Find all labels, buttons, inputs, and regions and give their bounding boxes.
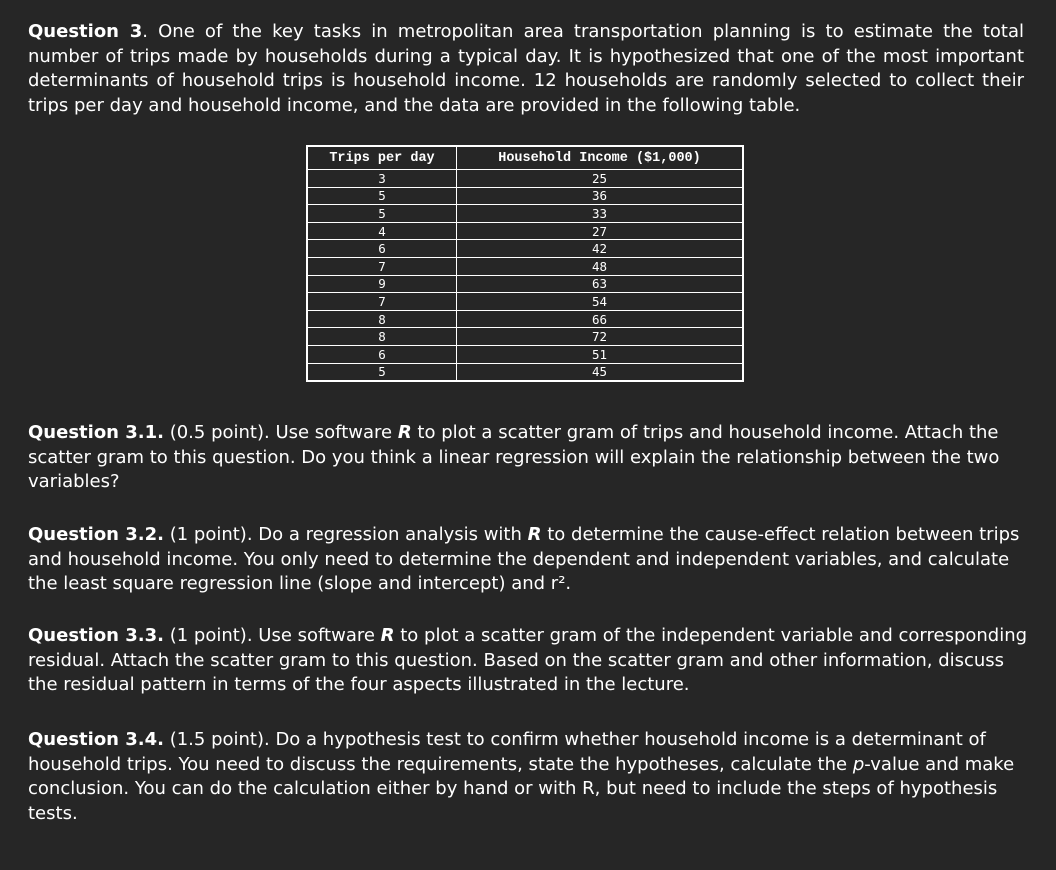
table-row [307, 328, 743, 346]
question-3-2 [28, 523, 1028, 597]
data-table [306, 145, 744, 382]
header-trips-per-day: Trips per day [307, 146, 457, 170]
cell-household-income: 45 [457, 363, 744, 381]
cell-household-income: 48 [457, 257, 744, 275]
table-row [307, 363, 743, 381]
software-r-name: R [527, 524, 542, 545]
software-r-name: R [380, 625, 395, 646]
question-3-label: Question 3 [28, 21, 143, 42]
table-row [307, 187, 743, 205]
cell-trips-per-day: 5 [307, 363, 457, 381]
question-3-1-paragraph [28, 421, 1028, 495]
table-row [307, 170, 743, 188]
cell-household-income: 33 [457, 205, 744, 223]
table-row [307, 240, 743, 258]
question-3-1-text-b: to plot a scatter gram of trips and household income. Attach the scatter gram to this question. Do you think a linear regression will explain the relationship between the two variables? [28, 422, 1000, 492]
cell-household-income: 27 [457, 222, 744, 240]
table-row [307, 257, 743, 275]
cell-household-income: 54 [457, 293, 744, 311]
cell-household-income: 63 [457, 275, 744, 293]
p-value-symbol: p [852, 753, 865, 775]
table-row [307, 293, 743, 311]
cell-trips-per-day: 5 [307, 187, 457, 205]
cell-trips-per-day: 7 [307, 293, 457, 311]
cell-household-income: 25 [457, 170, 744, 188]
table-row [307, 310, 743, 328]
question-3-3-text-a: (1 point). Use software [163, 625, 381, 646]
cell-household-income: 36 [457, 187, 744, 205]
question-3-4-label: Question 3.4. [28, 729, 164, 750]
question-3-1-label: Question 3.1. [28, 422, 164, 443]
question-3-intro [28, 20, 1024, 118]
header-household-income: Household Income ($1,000) [457, 146, 744, 170]
table-row [307, 205, 743, 223]
cell-household-income: 51 [457, 345, 744, 363]
question-3-4-text-a: (1.5 point). Do a hypothesis test to confirm whether household income is a determinant of household trips. You need to discuss the requirements, state the hypotheses, calculate the [28, 729, 986, 775]
question-3-4-text-b: -value and make conclusion. You can do the calculation either by hand or with R, but need to include the steps of hypothesis tests. [28, 753, 1015, 824]
cell-trips-per-day: 9 [307, 275, 457, 293]
table-header-row [307, 146, 743, 170]
question-3-2-text-b: to determine the cause-effect relation between trips and household income. You only need to determine the dependent and independent variables, and calculate the least square regression line (slope and intercept) and r². [28, 524, 1020, 594]
cell-trips-per-day: 6 [307, 240, 457, 258]
question-3-4-paragraph [28, 728, 1028, 826]
cell-trips-per-day: 3 [307, 170, 457, 188]
cell-household-income: 66 [457, 310, 744, 328]
cell-trips-per-day: 8 [307, 310, 457, 328]
table-row [307, 345, 743, 363]
intro-paragraph [28, 20, 1024, 118]
software-r-name: R [397, 422, 412, 443]
table-row [307, 275, 743, 293]
question-3-2-paragraph [28, 523, 1028, 597]
table-body [307, 170, 743, 382]
cell-trips-per-day: 4 [307, 222, 457, 240]
cell-household-income: 42 [457, 240, 744, 258]
question-3-2-label: Question 3.2. [28, 524, 164, 545]
table-row [307, 222, 743, 240]
intro-text: . One of the key tasks in metropolitan area transportation planning is to estimate the total number of trips made by households during a typical day. It is hypothesized that one of the most important determinants of household trips is household income. 12 households are randomly selected to collect their trips per day and household income, and the data are provided in the following table. [28, 21, 1024, 116]
cell-trips-per-day: 8 [307, 328, 457, 346]
question-3-4 [28, 728, 1028, 826]
cell-household-income: 72 [457, 328, 744, 346]
question-3-2-text-a: (1 point). Do a regression analysis with [163, 524, 528, 545]
cell-trips-per-day: 6 [307, 345, 457, 363]
cell-trips-per-day: 7 [307, 257, 457, 275]
cell-trips-per-day: 5 [307, 205, 457, 223]
question-3-1-text-a: (0.5 point). Use software [163, 422, 398, 443]
question-3-1 [28, 421, 1028, 495]
question-3-3-text-b: to plot a scatter gram of the independent variable and corresponding residual. Attach the scatter gram to this question. Based on the scatter gram and other information, discuss the residual pattern in terms of the four aspects illustrated in the lecture. [28, 625, 1028, 695]
question-3-3-label: Question 3.3. [28, 625, 164, 646]
question-3-3-paragraph [28, 624, 1028, 698]
question-3-3 [28, 624, 1028, 698]
